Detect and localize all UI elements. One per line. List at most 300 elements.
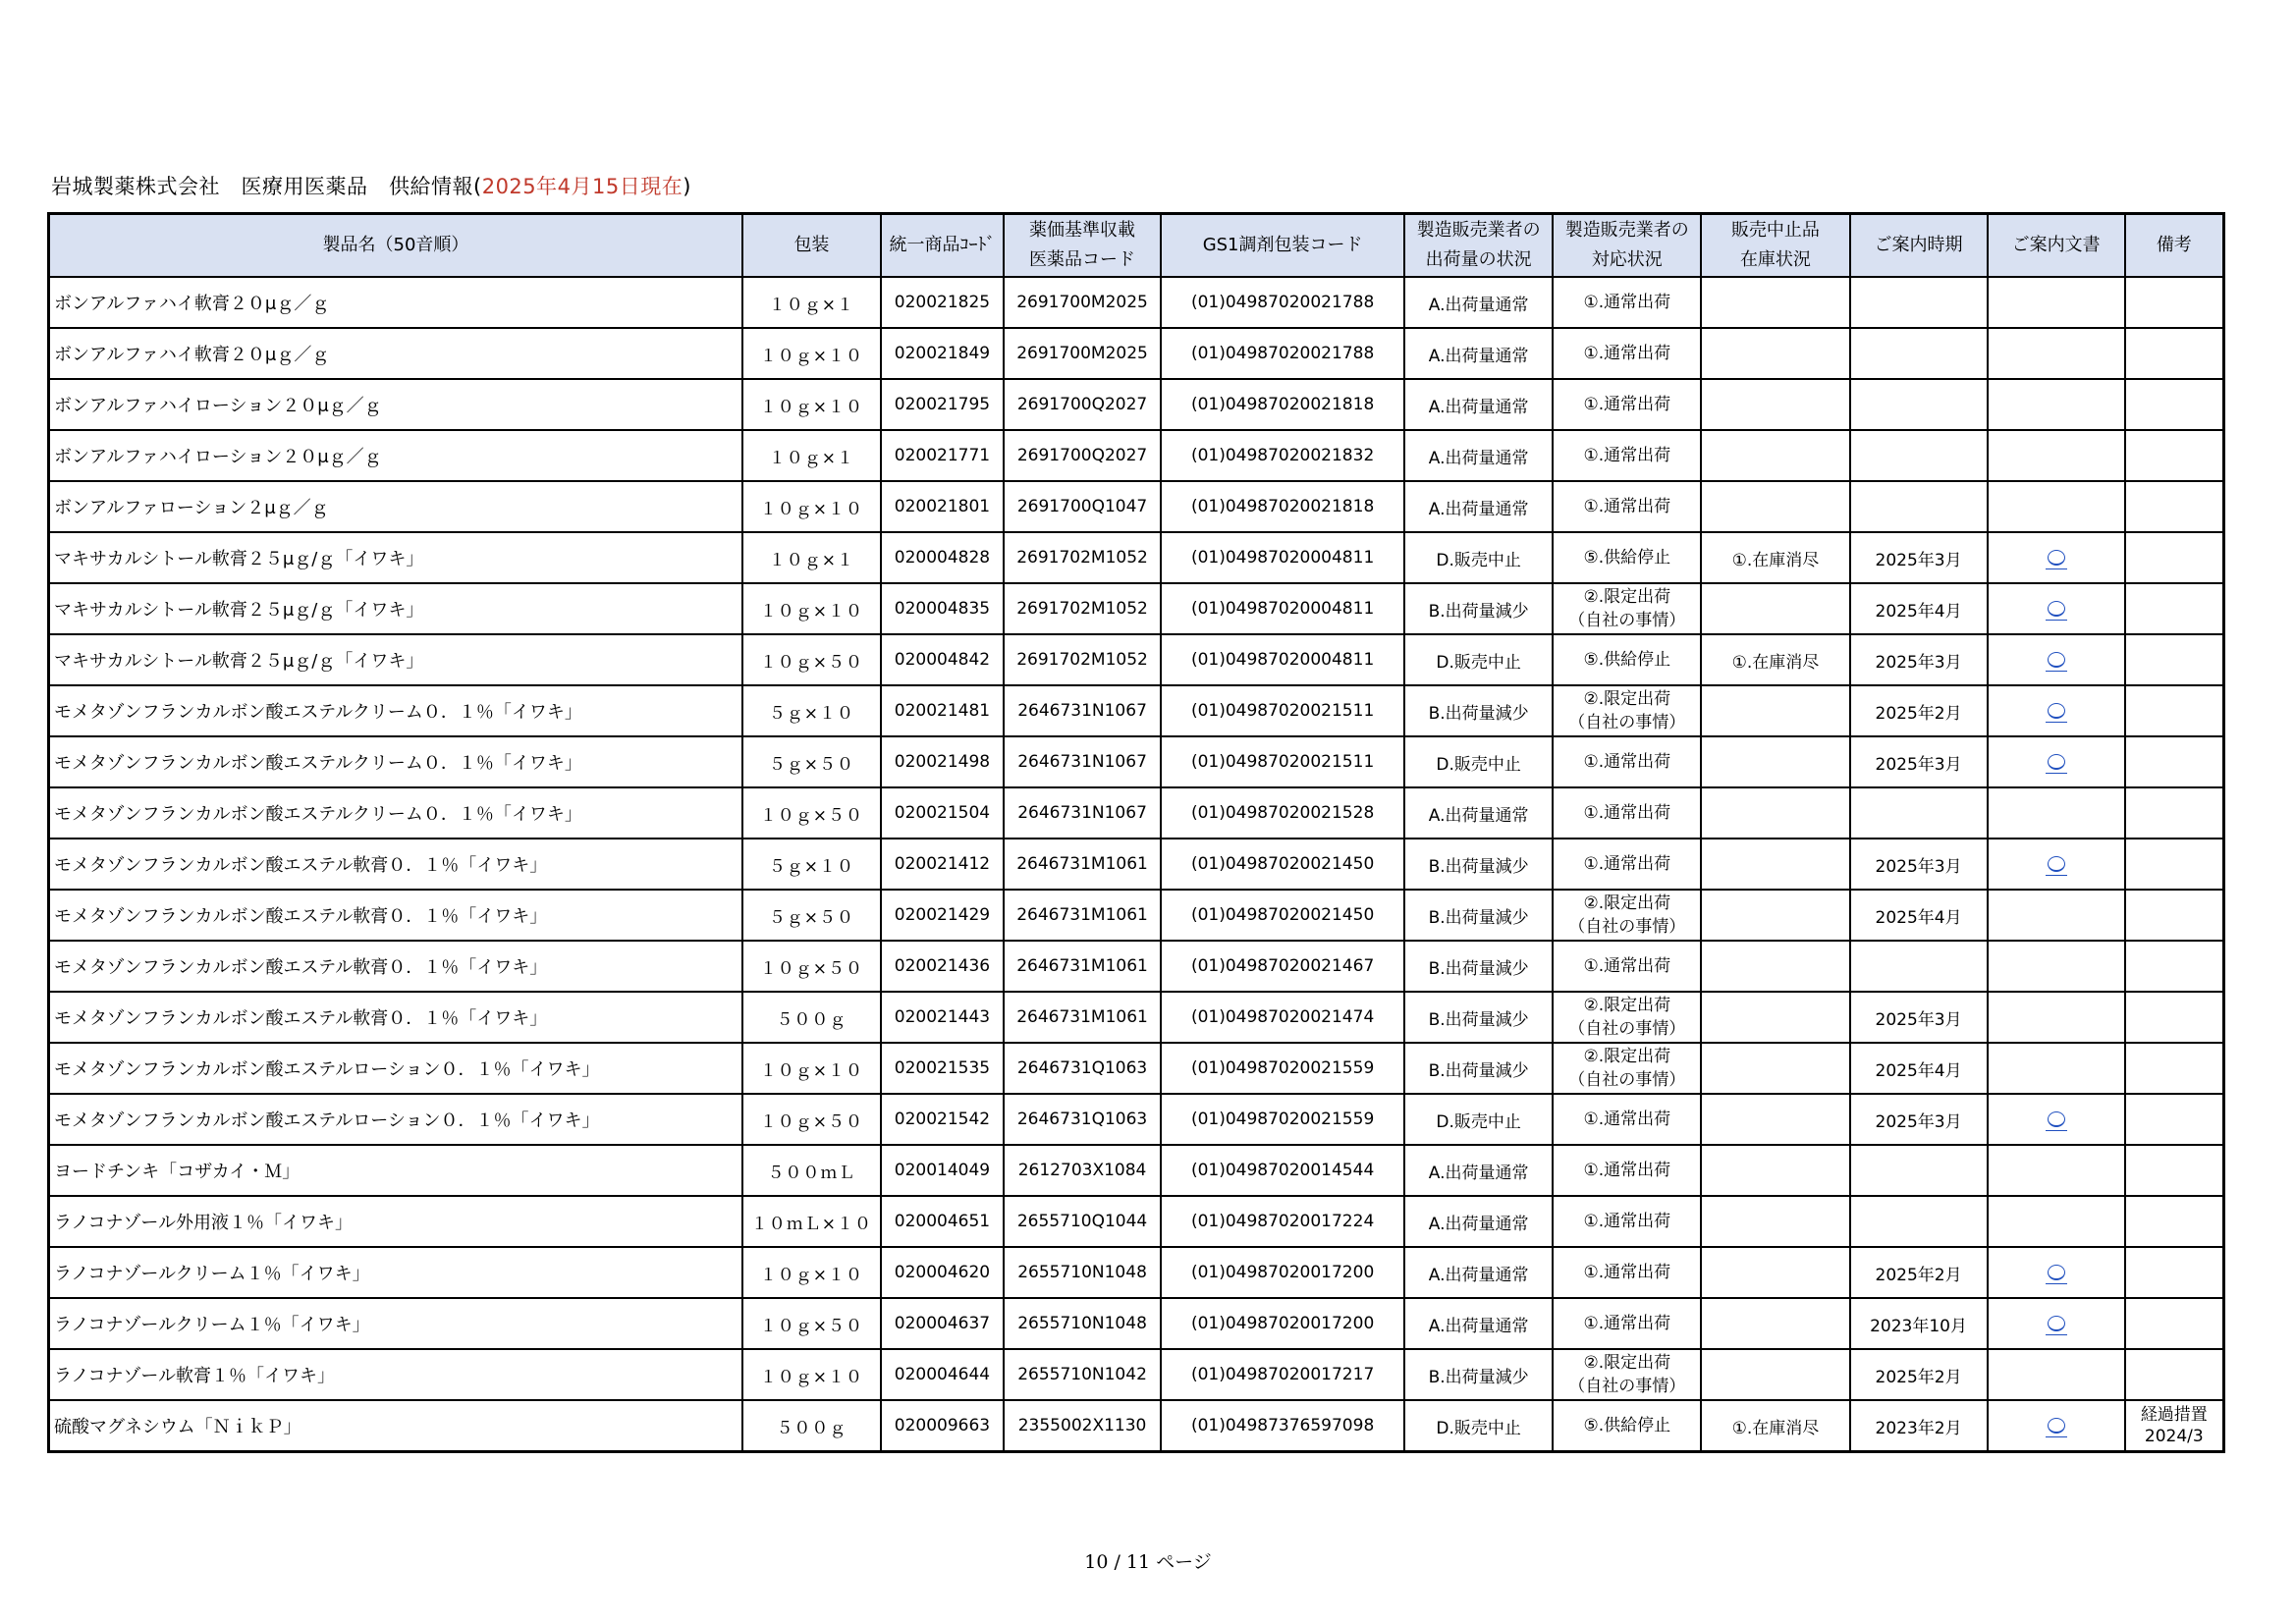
jan-code-cell: 020004828 [881, 532, 1004, 583]
package-cell: １０ｇ×１０ [742, 379, 881, 430]
notice-document-cell [1988, 583, 2125, 634]
notice-document-cell [1988, 1094, 2125, 1145]
product-name-cell: モメタゾンフランカルボン酸エステルクリーム０．１％「イワキ」 [49, 787, 742, 839]
shipment-status-cell: B.出荷量減少 [1404, 941, 1553, 992]
shipment-status-cell: B.出荷量減少 [1404, 839, 1553, 890]
notice-document-link-icon[interactable] [2048, 1265, 2065, 1280]
product-name-cell: ラノコナゾールクリーム１％「イワキ」 [49, 1298, 742, 1349]
product-name-cell: ヨードチンキ「コザカイ・Ｍ」 [49, 1145, 742, 1196]
response-status-cell [1553, 890, 1701, 941]
col-jan-code-header [881, 214, 1004, 278]
jan-code-cell: 020021801 [881, 481, 1004, 532]
package-cell: １０ｇ×５０ [742, 787, 881, 839]
response-status-cell [1553, 1043, 1701, 1094]
product-name-cell: 硫酸マグネシウム「ＮｉｋＰ」 [49, 1400, 742, 1452]
notice-period-cell: 2025年4月 [1850, 1043, 1988, 1094]
notice-document-link-icon[interactable] [2048, 856, 2065, 872]
remarks-cell [2125, 1298, 2224, 1349]
product-name-cell: モメタゾンフランカルボン酸エステル軟膏０．１％「イワキ」 [49, 839, 742, 890]
col-product-name-header [49, 214, 742, 278]
product-name-cell: ボンアルファハイローション２０μｇ／ｇ [49, 430, 742, 481]
stock-status-cell [1701, 1247, 1849, 1298]
product-name-cell: モメタゾンフランカルボン酸エステル軟膏０．１％「イワキ」 [49, 890, 742, 941]
jan-code-cell: 020021849 [881, 328, 1004, 379]
notice-document-cell [1988, 634, 2125, 685]
jan-code-cell: 020021412 [881, 839, 1004, 890]
yj-code-cell: 2691702M1052 [1004, 583, 1161, 634]
notice-document-link-icon[interactable] [2048, 703, 2065, 719]
jan-code-cell: 020004651 [881, 1196, 1004, 1247]
table-row [49, 1145, 2224, 1196]
col-remarks-header [2125, 214, 2224, 278]
product-name-cell: モメタゾンフランカルボン酸エステルクリーム０．１％「イワキ」 [49, 685, 742, 736]
response-status-cell [1553, 430, 1701, 481]
stock-status-cell [1701, 1349, 1849, 1400]
product-name-cell: モメタゾンフランカルボン酸エステル軟膏０．１％「イワキ」 [49, 941, 742, 992]
page-number: 10 / 11 ページ [1084, 1551, 1212, 1573]
header-label: GS1調剤包装コード [1202, 235, 1363, 255]
stock-status-cell [1701, 277, 1849, 328]
gs1-code-cell: (01)04987020017200 [1161, 1298, 1404, 1349]
jan-code-cell: 020021429 [881, 890, 1004, 941]
remarks-cell [2125, 1145, 2224, 1196]
remarks-cell [2125, 1094, 2224, 1145]
yj-code-cell: 2612703X1084 [1004, 1145, 1161, 1196]
remarks-cell [2125, 839, 2224, 890]
response-status-cell [1553, 1349, 1701, 1400]
notice-document-link-icon[interactable] [2048, 550, 2065, 566]
notice-period-cell: 2025年3月 [1850, 992, 1988, 1043]
title-main: 岩城製薬株式会社 医療用医薬品 供給情報( [51, 175, 482, 198]
gs1-code-cell: (01)04987020021818 [1161, 379, 1404, 430]
remarks-cell [2125, 328, 2224, 379]
notice-document-cell [1988, 379, 2125, 430]
jan-code-cell: 020009663 [881, 1400, 1004, 1452]
stock-status-cell [1701, 1094, 1849, 1145]
header-label: 備考 [2156, 235, 2192, 255]
response-status-cell-line: （自社の事情） [1568, 1070, 1686, 1090]
remarks-cell [2125, 1247, 2224, 1298]
package-cell: １０ｇ×１ [742, 277, 881, 328]
table-row [49, 787, 2224, 839]
shipment-status-cell: A.出荷量通常 [1404, 1196, 1553, 1247]
table-row [49, 890, 2224, 941]
notice-document-cell [1988, 1196, 2125, 1247]
notice-document-cell [1988, 1349, 2125, 1400]
response-status-cell [1553, 992, 1701, 1043]
table-row [49, 685, 2224, 736]
gs1-code-cell: (01)04987020021467 [1161, 941, 1404, 992]
yj-code-cell: 2691700M2025 [1004, 277, 1161, 328]
stock-status-cell [1701, 430, 1849, 481]
package-cell: ５ｇ×５０ [742, 736, 881, 787]
table-row [49, 1349, 2224, 1400]
notice-document-cell [1988, 890, 2125, 941]
gs1-code-cell: (01)04987020017217 [1161, 1349, 1404, 1400]
notice-period-cell [1850, 277, 1988, 328]
package-cell: ５ｇ×１０ [742, 685, 881, 736]
yj-code-cell: 2646731M1061 [1004, 839, 1161, 890]
jan-code-cell: 020014049 [881, 1145, 1004, 1196]
response-status-cell-line: ①.通常出荷 [1583, 1161, 1671, 1180]
response-status-cell [1553, 787, 1701, 839]
response-status-cell-line: ⑤.供給停止 [1583, 1416, 1671, 1435]
notice-document-cell [1988, 430, 2125, 481]
response-status-cell [1553, 634, 1701, 685]
remarks-cell [2125, 430, 2224, 481]
notice-period-cell [1850, 941, 1988, 992]
title-date: 2025年4月15日現在 [481, 175, 683, 198]
response-status-cell-line: ①.通常出荷 [1583, 293, 1671, 312]
table-header-row [49, 214, 2224, 278]
notice-period-cell [1850, 1196, 1988, 1247]
notice-period-cell: 2025年3月 [1850, 1094, 1988, 1145]
response-status-cell-line: ①.通常出荷 [1583, 1314, 1671, 1333]
notice-period-cell: 2025年2月 [1850, 1349, 1988, 1400]
shipment-status-cell: A.出荷量通常 [1404, 1298, 1553, 1349]
stock-status-cell [1701, 787, 1849, 839]
package-cell: １０ｇ×１０ [742, 583, 881, 634]
product-name-cell: モメタゾンフランカルボン酸エステルローション０．１％「イワキ」 [49, 1043, 742, 1094]
package-cell: １０ｇ×１ [742, 532, 881, 583]
response-status-cell [1553, 277, 1701, 328]
yj-code-cell: 2646731Q1063 [1004, 1043, 1161, 1094]
response-status-cell-line: （自社の事情） [1568, 611, 1686, 630]
notice-document-cell [1988, 787, 2125, 839]
stock-status-cell [1701, 1196, 1849, 1247]
shipment-status-cell: D.販売中止 [1404, 1400, 1553, 1452]
table-row [49, 839, 2224, 890]
remarks-cell-line: 経過措置 [2140, 1405, 2208, 1425]
response-status-cell-line: ①.通常出荷 [1583, 446, 1671, 465]
title-close: ) [683, 175, 691, 198]
shipment-status-cell: B.出荷量減少 [1404, 583, 1553, 634]
shipment-status-cell: B.出荷量減少 [1404, 890, 1553, 941]
product-name-cell: モメタゾンフランカルボン酸エステルクリーム０．１％「イワキ」 [49, 736, 742, 787]
response-status-cell-line: ①.通常出荷 [1583, 395, 1671, 414]
package-cell: ５ｇ×１０ [742, 839, 881, 890]
product-name-cell: モメタゾンフランカルボン酸エステルローション０．１％「イワキ」 [49, 1094, 742, 1145]
response-status-cell [1553, 379, 1701, 430]
shipment-status-cell: A.出荷量通常 [1404, 1145, 1553, 1196]
product-name-cell: マキサカルシトール軟膏２５μｇ/ｇ「イワキ」 [49, 532, 742, 583]
yj-code-cell: 2691700Q2027 [1004, 379, 1161, 430]
jan-code-cell: 020021481 [881, 685, 1004, 736]
gs1-code-cell: (01)04987020021450 [1161, 890, 1404, 941]
remarks-cell [2125, 685, 2224, 736]
jan-code-cell: 020021504 [881, 787, 1004, 839]
jan-code-cell: 020004644 [881, 1349, 1004, 1400]
gs1-code-cell: (01)04987020021511 [1161, 685, 1404, 736]
product-name-cell: ラノコナゾール軟膏１％「イワキ」 [49, 1349, 742, 1400]
response-status-cell [1553, 1094, 1701, 1145]
notice-period-cell: 2025年2月 [1850, 1247, 1988, 1298]
header-label: 包装 [793, 235, 830, 255]
response-status-cell-line: ①.通常出荷 [1583, 752, 1671, 772]
header-label: 在庫状況 [1739, 249, 1811, 270]
col-shipment-status-header [1404, 214, 1553, 278]
response-status-cell-line: ②.限定出荷 [1583, 996, 1671, 1015]
yj-code-cell: 2646731M1061 [1004, 890, 1161, 941]
notice-document-link-icon[interactable] [2048, 652, 2065, 668]
shipment-status-cell: B.出荷量減少 [1404, 685, 1553, 736]
notice-period-cell: 2025年2月 [1850, 685, 1988, 736]
header-label: ご案内文書 [2011, 235, 2101, 255]
notice-period-cell: 2025年3月 [1850, 839, 1988, 890]
stock-status-cell [1701, 583, 1849, 634]
shipment-status-cell: B.出荷量減少 [1404, 1043, 1553, 1094]
shipment-status-cell: A.出荷量通常 [1404, 430, 1553, 481]
response-status-cell-line: ①.通常出荷 [1583, 854, 1671, 874]
package-cell: １０ｇ×５０ [742, 1094, 881, 1145]
header-label: 販売中止品 [1730, 220, 1820, 241]
shipment-status-cell: A.出荷量通常 [1404, 328, 1553, 379]
jan-code-cell: 020004620 [881, 1247, 1004, 1298]
yj-code-cell: 2691702M1052 [1004, 532, 1161, 583]
response-status-cell [1553, 1298, 1701, 1349]
notice-period-cell: 2025年4月 [1850, 890, 1988, 941]
table-row [49, 1247, 2224, 1298]
notice-period-cell [1850, 481, 1988, 532]
stock-status-cell [1701, 1043, 1849, 1094]
package-cell: １０ｇ×５０ [742, 634, 881, 685]
yj-code-cell: 2646731Q1063 [1004, 1094, 1161, 1145]
package-cell: １０ｇ×５０ [742, 1298, 881, 1349]
response-status-cell-line: （自社の事情） [1568, 1377, 1686, 1396]
notice-document-cell [1988, 481, 2125, 532]
jan-code-cell: 020021443 [881, 992, 1004, 1043]
page-title [51, 171, 691, 200]
stock-status-cell [1701, 379, 1849, 430]
response-status-cell [1553, 481, 1701, 532]
notice-period-cell [1850, 1145, 1988, 1196]
col-package-header [742, 214, 881, 278]
remarks-cell [2125, 1043, 2224, 1094]
gs1-code-cell: (01)04987020017224 [1161, 1196, 1404, 1247]
remarks-cell [2125, 379, 2224, 430]
product-name-cell: ラノコナゾールクリーム１％「イワキ」 [49, 1247, 742, 1298]
jan-code-cell: 020004637 [881, 1298, 1004, 1349]
package-cell: ５００ｍＬ [742, 1145, 881, 1196]
jan-code-cell: 020004842 [881, 634, 1004, 685]
notice-period-cell [1850, 430, 1988, 481]
notice-document-cell [1988, 736, 2125, 787]
gs1-code-cell: (01)04987020004811 [1161, 583, 1404, 634]
yj-code-cell: 2646731N1067 [1004, 787, 1161, 839]
notice-document-cell [1988, 839, 2125, 890]
product-name-cell: モメタゾンフランカルボン酸エステル軟膏０．１％「イワキ」 [49, 992, 742, 1043]
notice-document-link-icon[interactable] [2048, 754, 2065, 770]
shipment-status-cell: A.出荷量通常 [1404, 481, 1553, 532]
gs1-code-cell: (01)04987020021474 [1161, 992, 1404, 1043]
table-row [49, 1094, 2224, 1145]
gs1-code-cell: (01)04987020021511 [1161, 736, 1404, 787]
jan-code-cell: 020021436 [881, 941, 1004, 992]
product-name-cell: マキサカルシトール軟膏２５μｇ/ｇ「イワキ」 [49, 583, 742, 634]
col-stock-status-header [1701, 214, 1849, 278]
response-status-cell-line: ②.限定出荷 [1583, 893, 1671, 913]
jan-code-cell: 020021542 [881, 1094, 1004, 1145]
jan-code-cell: 020004835 [881, 583, 1004, 634]
table-row [49, 941, 2224, 992]
response-status-cell [1553, 532, 1701, 583]
remarks-cell [2125, 277, 2224, 328]
col-yj-code-header [1004, 214, 1161, 278]
response-status-cell-line: （自社の事情） [1568, 713, 1686, 732]
stock-status-cell [1701, 941, 1849, 992]
gs1-code-cell: (01)04987020021832 [1161, 430, 1404, 481]
notice-period-cell [1850, 328, 1988, 379]
remarks-cell [2125, 1400, 2224, 1452]
response-status-cell [1553, 328, 1701, 379]
table-row [49, 1298, 2224, 1349]
response-status-cell-line: ②.限定出荷 [1583, 587, 1671, 607]
remarks-cell [2125, 583, 2224, 634]
shipment-status-cell: B.出荷量減少 [1404, 992, 1553, 1043]
response-status-cell-line: （自社の事情） [1568, 917, 1686, 937]
table-row [49, 992, 2224, 1043]
remarks-cell [2125, 736, 2224, 787]
remarks-cell [2125, 992, 2224, 1043]
notice-document-cell [1988, 1247, 2125, 1298]
yj-code-cell: 2646731N1067 [1004, 736, 1161, 787]
col-notice-period-header [1850, 214, 1988, 278]
package-cell: １０ｇ×１０ [742, 481, 881, 532]
response-status-cell-line: ①.通常出荷 [1583, 803, 1671, 823]
table-row [49, 532, 2224, 583]
notice-document-cell [1988, 1400, 2125, 1452]
yj-code-cell: 2691700Q1047 [1004, 481, 1161, 532]
gs1-code-cell: (01)04987020004811 [1161, 532, 1404, 583]
package-cell: １０ｍＬ×１０ [742, 1196, 881, 1247]
notice-document-link-icon[interactable] [2048, 1418, 2065, 1434]
gs1-code-cell: (01)04987020004811 [1161, 634, 1404, 685]
stock-status-cell [1701, 839, 1849, 890]
product-name-cell: ボンアルファハイ軟膏２０μｇ／ｇ [49, 328, 742, 379]
yj-code-cell: 2655710N1042 [1004, 1349, 1161, 1400]
product-name-cell: ボンアルファハイローション２０μｇ／ｇ [49, 379, 742, 430]
response-status-cell [1553, 583, 1701, 634]
supply-table [47, 212, 2225, 1453]
yj-code-cell: 2646731M1061 [1004, 941, 1161, 992]
notice-document-link-icon[interactable] [2048, 601, 2065, 617]
stock-status-cell [1701, 1145, 1849, 1196]
table-row [49, 634, 2224, 685]
table-row [49, 1043, 2224, 1094]
response-status-cell-line: ①.通常出荷 [1583, 956, 1671, 976]
gs1-code-cell: (01)04987376597098 [1161, 1400, 1404, 1452]
yj-code-cell: 2655710N1048 [1004, 1298, 1161, 1349]
jan-code-cell: 020021825 [881, 277, 1004, 328]
gs1-code-cell: (01)04987020014544 [1161, 1145, 1404, 1196]
package-cell: ５ｇ×５０ [742, 890, 881, 941]
table-row [49, 583, 2224, 634]
stock-status-cell [1701, 481, 1849, 532]
yj-code-cell: 2691702M1052 [1004, 634, 1161, 685]
jan-code-cell: 020021498 [881, 736, 1004, 787]
stock-status-cell [1701, 685, 1849, 736]
notice-period-cell: 2025年3月 [1850, 736, 1988, 787]
shipment-status-cell: D.販売中止 [1404, 1094, 1553, 1145]
table-row [49, 481, 2224, 532]
remarks-cell [2125, 481, 2224, 532]
gs1-code-cell: (01)04987020021528 [1161, 787, 1404, 839]
remarks-cell [2125, 941, 2224, 992]
notice-document-cell [1988, 685, 2125, 736]
response-status-cell [1553, 685, 1701, 736]
response-status-cell-line: ②.限定出荷 [1583, 1047, 1671, 1066]
response-status-cell-line: ⑤.供給停止 [1583, 548, 1671, 568]
response-status-cell-line: ①.通常出荷 [1583, 1110, 1671, 1129]
product-name-cell: ラノコナゾール外用液１％「イワキ」 [49, 1196, 742, 1247]
product-name-cell: ボンアルファローション２μｇ／ｇ [49, 481, 742, 532]
table-body [49, 277, 2224, 1452]
shipment-status-cell: A.出荷量通常 [1404, 1247, 1553, 1298]
notice-document-link-icon[interactable] [2048, 1111, 2065, 1127]
notice-period-cell: 2025年3月 [1850, 634, 1988, 685]
package-cell: ５００ｇ [742, 992, 881, 1043]
package-cell: １０ｇ×１０ [742, 1247, 881, 1298]
table-row [49, 1400, 2224, 1452]
notice-document-cell [1988, 328, 2125, 379]
col-notice-document-header [1988, 214, 2125, 278]
remarks-cell [2125, 787, 2224, 839]
table-row [49, 328, 2224, 379]
response-status-cell [1553, 941, 1701, 992]
response-status-cell [1553, 1196, 1701, 1247]
notice-document-cell [1988, 992, 2125, 1043]
package-cell: １０ｇ×１０ [742, 328, 881, 379]
notice-document-cell [1988, 1298, 2125, 1349]
response-status-cell [1553, 1400, 1701, 1452]
response-status-cell-line: ②.限定出荷 [1583, 689, 1671, 709]
header-label: 統一商品ｺｰﾄﾞ [889, 235, 996, 255]
stock-status-cell: ①.在庫消尽 [1701, 532, 1849, 583]
header-label: 出荷量の状況 [1425, 249, 1532, 270]
package-cell: １０ｇ×１０ [742, 1043, 881, 1094]
stock-status-cell: ①.在庫消尽 [1701, 634, 1849, 685]
yj-code-cell: 2691700Q2027 [1004, 430, 1161, 481]
package-cell: ５００ｇ [742, 1400, 881, 1452]
stock-status-cell [1701, 1298, 1849, 1349]
header-label: 薬価基準収載 [1029, 220, 1136, 241]
stock-status-cell [1701, 736, 1849, 787]
table-row [49, 430, 2224, 481]
yj-code-cell: 2355002X1130 [1004, 1400, 1161, 1452]
shipment-status-cell: B.出荷量減少 [1404, 1349, 1553, 1400]
product-name-cell: マキサカルシトール軟膏２５μｇ/ｇ「イワキ」 [49, 634, 742, 685]
gs1-code-cell: (01)04987020017200 [1161, 1247, 1404, 1298]
notice-document-cell [1988, 1043, 2125, 1094]
yj-code-cell: 2655710Q1044 [1004, 1196, 1161, 1247]
response-status-cell [1553, 736, 1701, 787]
response-status-cell-line: （自社の事情） [1568, 1019, 1686, 1039]
notice-period-cell: 2025年4月 [1850, 583, 1988, 634]
header-label: 医薬品コード [1029, 249, 1136, 270]
shipment-status-cell: A.出荷量通常 [1404, 277, 1553, 328]
notice-document-cell [1988, 532, 2125, 583]
notice-document-link-icon[interactable] [2048, 1316, 2065, 1331]
remarks-cell [2125, 634, 2224, 685]
header-label: 製造販売業者の [1416, 220, 1541, 241]
stock-status-cell [1701, 328, 1849, 379]
remarks-cell [2125, 1349, 2224, 1400]
gs1-code-cell: (01)04987020021818 [1161, 481, 1404, 532]
notice-period-cell [1850, 379, 1988, 430]
gs1-code-cell: (01)04987020021559 [1161, 1043, 1404, 1094]
gs1-code-cell: (01)04987020021450 [1161, 839, 1404, 890]
col-gs1-code-header [1161, 214, 1404, 278]
